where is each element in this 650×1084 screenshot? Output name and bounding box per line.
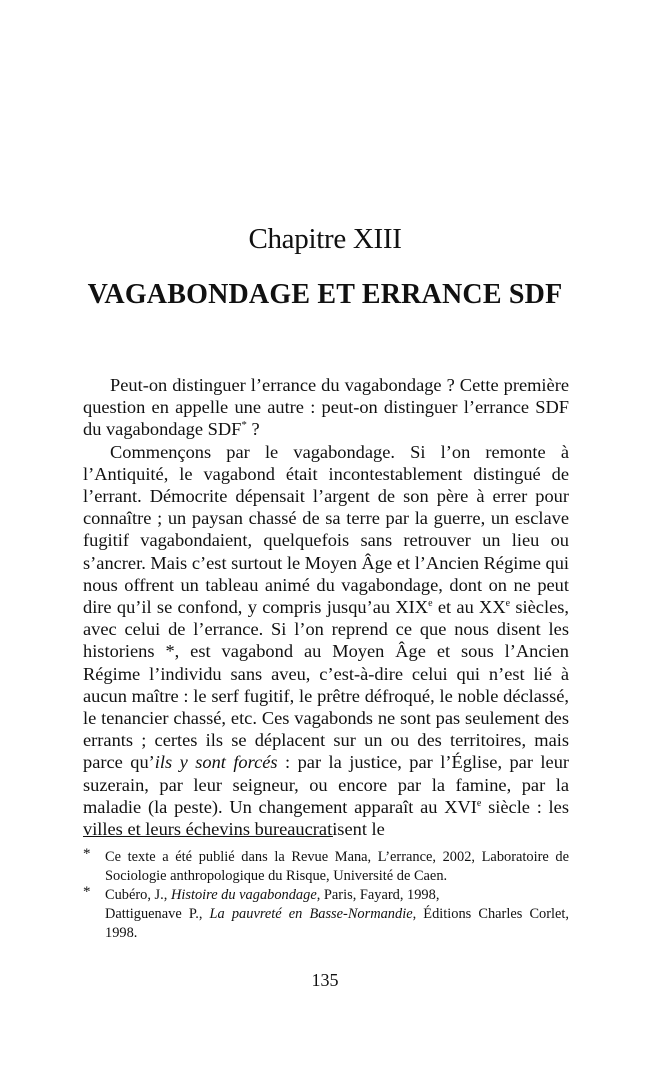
paragraph-2-text-c: siècles, avec celui de l’errance. Si l’on reprend ce que nous disent les historiens *, est vagabond au Moyen Âge et sous l’Ancien Régime l’individu sans aveu, c’est-à-dire celui qui n’est lié à aucun maître : le serf fugitif, le prêtre défroqué, le noble déclassé, le tenancier chassé, etc. Ces vagabonds ne sont pas seulement des errants ; certes ils se déplacent sur un ou des territoires, mais parce qu’ [83, 597, 569, 773]
footnote-1-text: Ce texte a été publié dans la Revue Mana, L’errance, 2002, Laboratoire de Sociologie anthropologique du Risque, Université de Caen. [105, 849, 569, 884]
footnote-2-part3: Dattiguenave P., [105, 906, 210, 922]
paragraph-2-text-b: et au XX [432, 597, 506, 618]
footnote-2-part2: , Paris, Fayard, 1998, [316, 887, 440, 903]
footnote-divider [83, 836, 333, 837]
footnote-1-mark: * [83, 846, 91, 862]
footnotes [83, 848, 569, 943]
superscript-e-1: e [428, 597, 433, 609]
chapter-number: Chapitre XIII [248, 223, 402, 255]
paragraph-2-italic: ils y sont forcés [154, 752, 278, 773]
paragraph-2-text-e: siècle : les villes et leurs échevins bureaucratisent le [83, 796, 569, 840]
footnote-ref-1: * [241, 419, 247, 432]
paragraph-1 [83, 374, 569, 441]
paragraph-2 [83, 441, 569, 841]
superscript-e-2: e [505, 597, 511, 609]
footnote-2-mark: * [83, 884, 91, 900]
paragraph-2-text-a: Commençons par le vagabondage. Si l’on remonte à l’Antiquité, le vagabond était incontestablement distingué de l’errant. Démocrite dépensait l’argent de son père à errer pour connaître ; un paysan chassé de sa terre par la guerre, un esclave fugitif vagabondaient, quelquefois sans retrouver un lieu ou s’ancrer. Mais c’est surtout le Moyen Âge et l’Ancien Régime qui nous offrent un tableau animé du vagabondage, dont on ne peut dire qu’il se confond, y compris jusqu’au XIX [83, 441, 569, 618]
paragraph-1-end: ? [246, 419, 260, 440]
footnote-2-italic2: La pauvreté en Basse-Normandie [209, 906, 413, 922]
chapter-title: VAGABONDAGE ET ERRANCE SDF [87, 279, 563, 310]
footnote-2-italic1: Histoire du vagabondage [170, 887, 317, 903]
page-number: 135 [311, 970, 339, 990]
footnote-2 [83, 886, 569, 943]
footnote-2-part4: , Éditions Charles Corlet, 1998. [105, 906, 570, 941]
footnote-2-part1: Cubéro, J., [105, 887, 171, 903]
superscript-e-3: e [476, 797, 482, 809]
paragraph-1-text: Peut-on distinguer l’errance du vagabondage ? Cette première question en appelle une autre : peut-on distinguer l’errance SDF du vagabondage SDF [83, 375, 569, 440]
paragraph-2-text-d: : par la justice, par l’Église, par leur suzerain, par leur seigneur, ou encore par la famine, par la maladie (la peste). Un changement apparaît au XVI [83, 752, 570, 817]
body-text [83, 374, 569, 840]
footnote-1 [83, 848, 569, 886]
